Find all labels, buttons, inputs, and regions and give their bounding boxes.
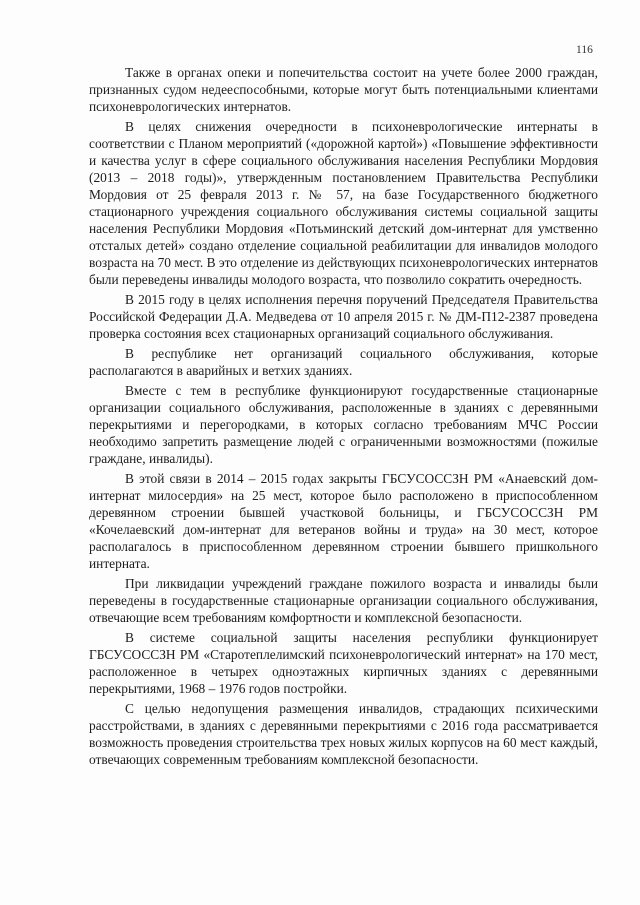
paragraph-closures: В этой связи в 2014 – 2015 годах закрыты ГБСУСОССЗН РМ «Анаевский дом-интернат милосердия» на 25 мест, которое было расположено в приспособленном деревянном строении бывшей участковой больницы, и ГБСУСОССЗН РМ «Кочелаевский дом-интернат для ветеранов войны и труда» на 30 мест, которое располагалось в приспособленном деревянном строении бывшего пришкольного интерната. — [89, 471, 598, 571]
document-body — [89, 64, 598, 771]
paragraph-no-emergency-buildings: В республике нет организаций социального обслуживания, которые располагаются в аварийных и ветхих зданиях. — [89, 346, 598, 378]
paragraph-wooden-floors: Вместе с тем в республике функционируют государственные стационарные организации социального обслуживания, расположенные в зданиях с деревянными перекрытиями и перегородками, в которых согласно требованиям МЧС России необходимо запретить размещение людей с ограниченными возможностями (пожилые граждане, инвалиды). — [89, 383, 598, 466]
page-number: 116 — [576, 44, 593, 56]
paragraph-new-buildings: С целью недопущения размещения инвалидов, страдающих психическими расстройствами, в зданиях с деревянными перекрытиями с 2016 года рассматривается возможность проведения строительства трех новых жилых корпусов на 60 мест каждый, отвечающих современным требованиям комплексной безопасности. — [89, 701, 598, 767]
paragraph-guardianship: Также в органах опеки и попечительства состоит на учете более 2000 граждан, признанных судом недееспособными, которые могут быть потенциальными клиентами психоневрологических интернатов. — [89, 65, 598, 114]
paragraph-old-teplelim: В системе социальной защиты населения республики функционирует ГБСУСОССЗН РМ «Старотеплелимский психоневрологический интернат» на 170 мест, расположенное в четырех одноэтажных кирпичных зданиях с деревянными перекрытиями, 1968 – 1976 годов постройки. — [89, 630, 598, 696]
paragraph-roadmap: В целях снижения очередности в психоневрологические интернаты в соответствии с Планом мероприятий («дорожной картой») «Повышение эффективности и качества услуг в сфере социального обслуживания населения Республики Мордовия (2013 – 2018 годы)», утвержденным постановлением Правительства Республики Мордовия от 25 февраля 2013 г. № 57, на базе Государственного бюджетного стационарного учреждения социального обслуживания системы социальной защиты населения Республики Мордовия «Потьминский детский дом-интернат для умственно отсталых детей» создано отделение социальной реабилитации для инвалидов молодого возраста на 70 мест. В это отделение из действующих психоневрологических интернатов были переведены инвалиды молодого возраста, что позволило сократить очередность. — [89, 119, 598, 287]
paragraph-transfers: При ликвидации учреждений граждане пожилого возраста и инвалиды были переведены в государственные стационарные организации социального обслуживания, отвечающие всем требованиям комфортности и комплексной безопасности. — [89, 576, 598, 625]
paragraph-inspection-2015: В 2015 году в целях исполнения перечня поручений Председателя Правительства Российской Федерации Д.А. Медведева от 10 апреля 2015 г. № ДМ-П12-2387 проведена проверка состояния всех стационарных организаций социального обслуживания. — [89, 292, 598, 341]
